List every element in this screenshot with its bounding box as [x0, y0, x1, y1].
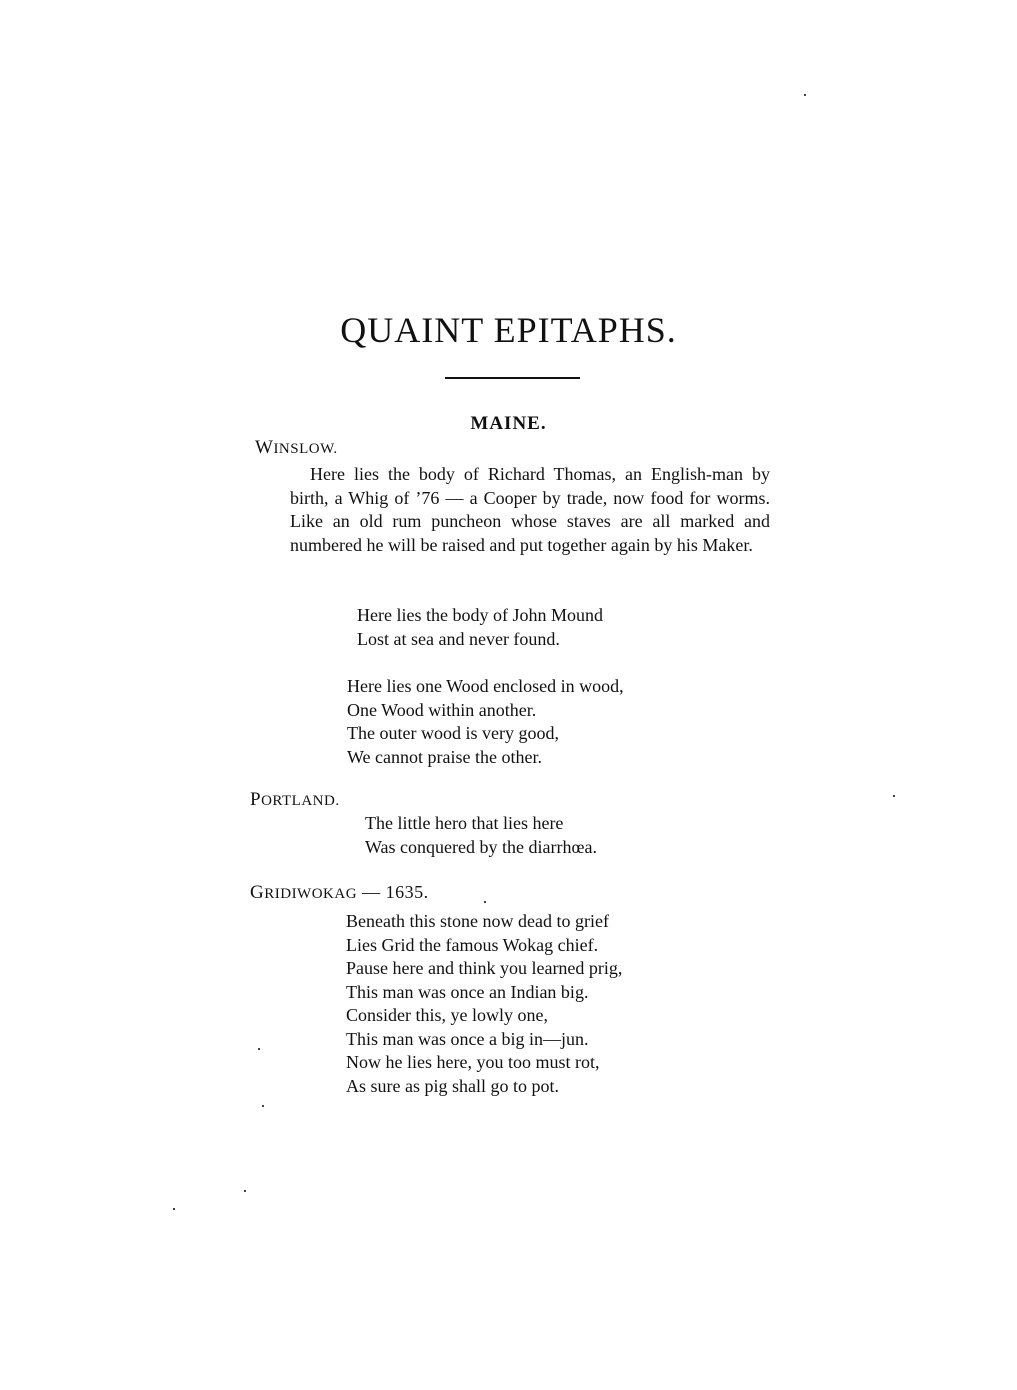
verse-line: Lies Grid the famous Wokag chief.: [346, 934, 599, 955]
verse-line: This man was once an Indian big.: [346, 981, 589, 1002]
verse-line: The outer wood is very good,: [347, 723, 559, 743]
scan-speck: [244, 1190, 246, 1192]
place-initial: G: [250, 882, 265, 903]
title-rule: [445, 377, 580, 379]
verse-little-hero: [365, 812, 597, 859]
state-heading: MAINE.: [470, 413, 547, 434]
scan-speck: [893, 795, 895, 797]
verse-line: Here lies the body of John Mound: [357, 605, 603, 625]
winslow-prose: [290, 463, 770, 557]
scan-speck: [258, 1048, 260, 1050]
verse-line: Was conquered by the diarrhœa.: [365, 836, 597, 857]
place-rest: ORTLAND.: [261, 793, 340, 809]
verse-line: We cannot praise the other.: [347, 746, 542, 767]
verse-line: This man was once a big in—jun.: [346, 1028, 589, 1049]
verse-line: Now he lies here, you too must rot,: [346, 1052, 600, 1072]
page-title: QUAINT EPITAPHS.: [340, 310, 677, 350]
place-rest: INSLOW.: [273, 441, 338, 457]
verse-grid-chief: [346, 910, 622, 1098]
verse-line: Lost at sea and never found.: [357, 628, 560, 649]
place-initial: W: [255, 437, 274, 458]
scan-speck: [262, 1105, 264, 1107]
verse-line: The little hero that lies here: [365, 813, 564, 833]
place-heading-portland: [250, 789, 340, 811]
verse-john-mound: [357, 604, 603, 651]
winslow-prose-text: Here lies the body of Richard Thomas, an English-man by birth, a Whig of ’76 — a Cooper by trade, now food for worms. Like an old rum puncheon whose staves are all marked and numbered he will be raised and put together again by his Maker.: [290, 464, 770, 555]
verse-line: As sure as pig shall go to pot.: [346, 1075, 559, 1096]
verse-line: Here lies one Wood enclosed in wood,: [347, 676, 624, 696]
verse-line: Pause here and think you learned prig,: [346, 958, 623, 978]
scan-speck: [804, 94, 806, 96]
verse-wood: [347, 675, 624, 769]
scan-speck: [173, 1208, 175, 1210]
place-heading-winslow: [255, 437, 338, 459]
verse-line: Consider this, ye lowly one,: [346, 1005, 548, 1025]
place-initial: P: [250, 789, 262, 810]
verse-line: One Wood within another.: [347, 699, 537, 720]
place-year: — 1635.: [357, 882, 429, 902]
place-heading-gridiwokag: [250, 882, 429, 904]
scan-speck: [484, 901, 486, 903]
verse-line: Beneath this stone now dead to grief: [346, 911, 609, 931]
place-rest: RIDIWOKAG: [264, 886, 358, 902]
